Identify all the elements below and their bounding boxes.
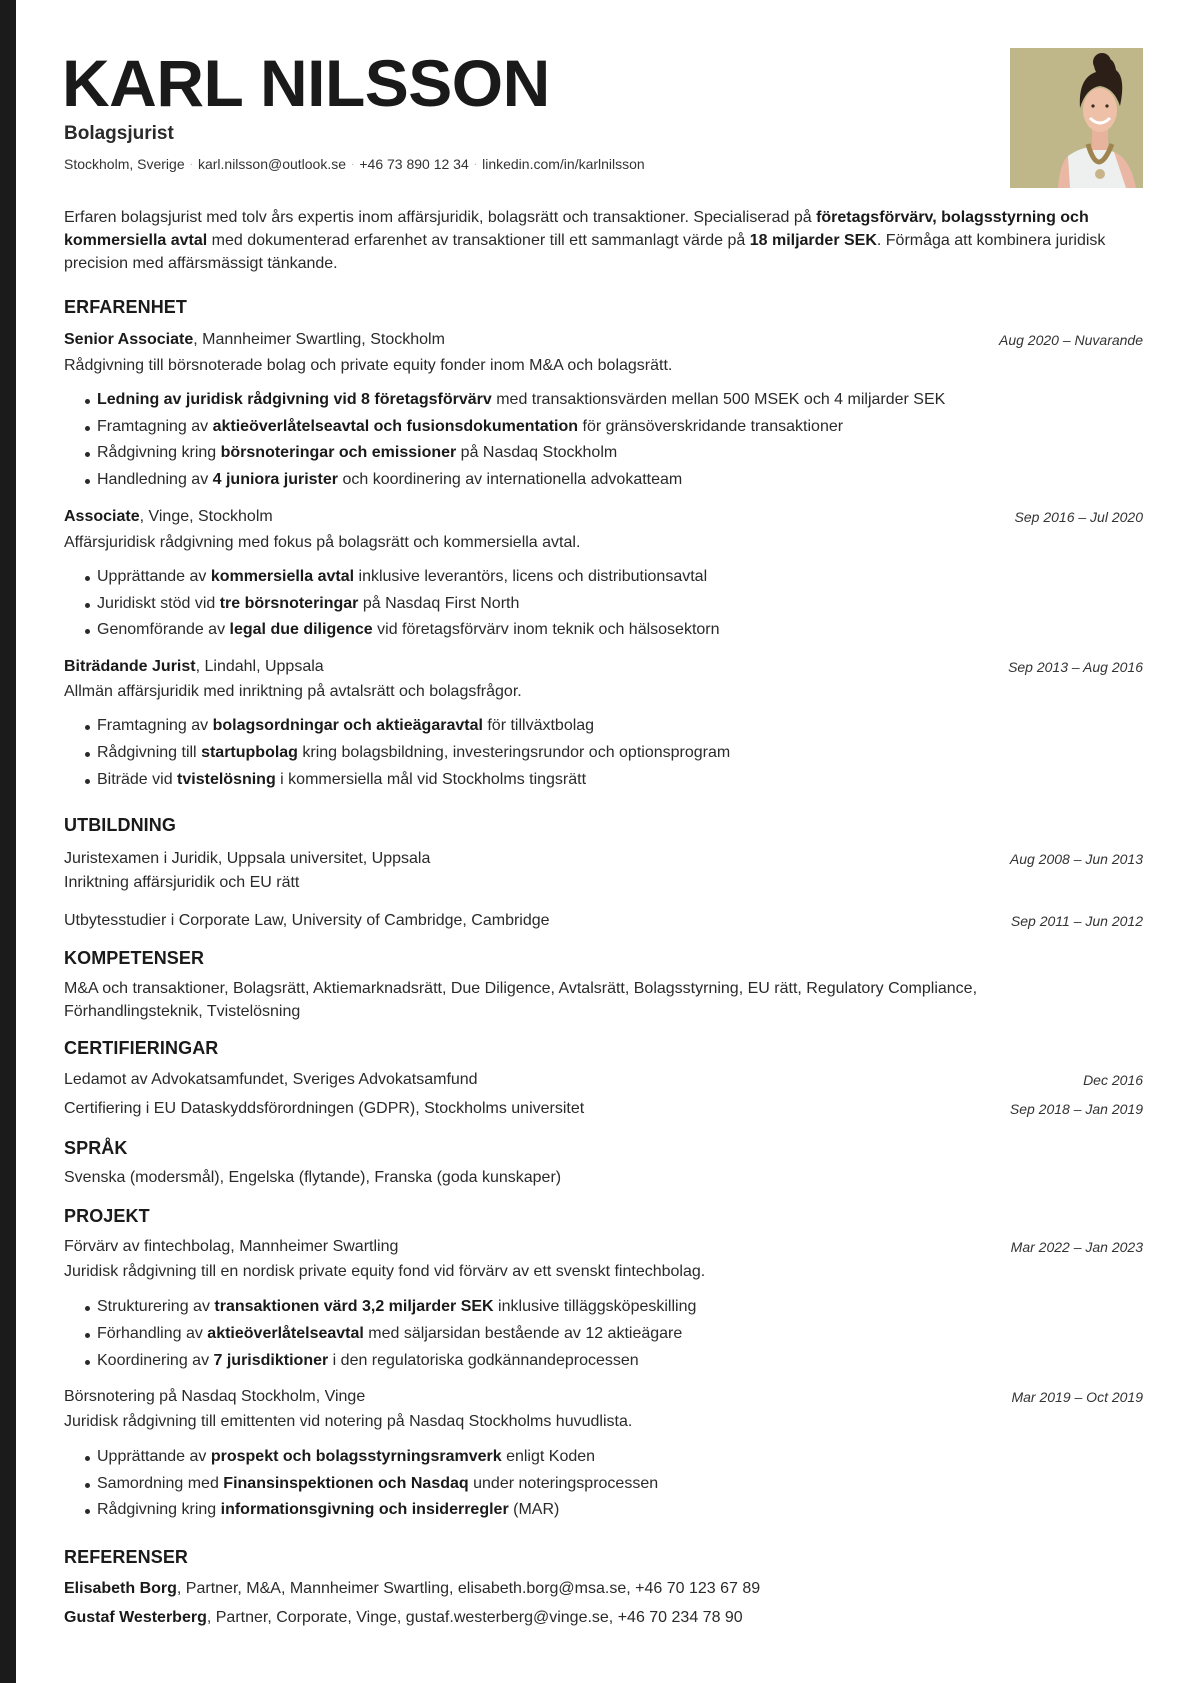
education-title: Juristexamen i Juridik, Uppsala universitet, Uppsala — [64, 850, 431, 867]
job-date: Sep 2013 – Aug 2016 — [1008, 659, 1143, 675]
summary-highlight: företagsförvärv, bolagsstyrning och kommersiella avtal — [64, 209, 1089, 249]
profile-photo — [1010, 48, 1143, 188]
project-date: Mar 2022 – Jan 2023 — [1010, 1239, 1143, 1255]
section-heading-education: UTBILDNING — [64, 815, 176, 835]
contact-location: Stockholm, Sverige — [64, 156, 185, 172]
professional-summary: Erfaren bolagsjurist med tolv års expertis inom affärsjuridik, bolagsrätt och transaktioner. Specialiserad på företagsförvärv, bolagsstyrning och kommersiella avtal med dokumenterad erfarenhet av transaktioner till ett sammanlagt värde på 18 miljarder SEK. Förmåga att kombinera juridisk precision med affärsmässigt tänkande. — [64, 209, 1106, 272]
skills-list: M&A och transaktioner, Bolagsrätt, Aktiemarknadsrätt, Due Diligence, Avtalsrätt, Bolagsstyrning, EU rätt, Regulatory Compliance, Förhandlingsteknik, Tvistelösning — [64, 980, 978, 1020]
list-item: Koordinering av 7 jurisdiktioner i den regulatoriska godkännandeprocessen — [97, 1352, 639, 1369]
certification-entry — [64, 1071, 1143, 1089]
section-heading-certifications: CERTIFIERINGAR — [64, 1038, 219, 1058]
experience-entry-header — [64, 658, 1143, 676]
list-item: Rådgivning kring börsnoteringar och emissioner på Nasdaq Stockholm — [97, 444, 618, 461]
list-item: Framtagning av bolagsordningar och aktieägaravtal för tillväxtbolag — [97, 717, 595, 734]
job-org: , Vinge, Stockholm — [139, 508, 273, 525]
list-item: Genomförande av legal due diligence vid företagsförvärv inom teknik och hälsosektorn — [97, 621, 720, 638]
reference-entry — [64, 1580, 1143, 1598]
education-description: Inriktning affärsjuridik och EU rätt — [64, 874, 300, 891]
project-entry-header — [64, 1238, 1143, 1256]
project-date: Mar 2019 – Oct 2019 — [1011, 1389, 1143, 1405]
certification-title: Ledamot av Advokatsamfundet, Sveriges Advokatsamfund — [64, 1071, 478, 1088]
list-item: Framtagning av aktieöverlåtelseavtal och fusionsdokumentation för gränsöverskridande transaktioner — [97, 418, 844, 435]
experience-entry-header — [64, 331, 1143, 349]
section-heading-experience: ERFARENHET — [64, 297, 188, 317]
job-description: Affärsjuridisk rådgivning med fokus på bolagsrätt och kommersiella avtal. — [64, 534, 581, 551]
job-org: , Lindahl, Uppsala — [195, 658, 324, 675]
project-title: Förvärv av fintechbolag, Mannheimer Swartling — [64, 1238, 399, 1255]
separator-dot: · — [351, 159, 355, 170]
certification-date: Sep 2018 – Jan 2019 — [1009, 1101, 1143, 1117]
job-role: Senior Associate — [64, 331, 194, 348]
certification-date: Dec 2016 — [1083, 1072, 1143, 1088]
candidate-name: KARL NILSSON — [62, 46, 550, 120]
languages-list: Svenska (modersmål), Engelska (flytande), Franska (goda kunskaper) — [64, 1169, 562, 1186]
project-title: Börsnotering på Nasdaq Stockholm, Vinge — [64, 1388, 366, 1405]
list-item: Handledning av 4 juniora jurister och koordinering av internationella advokatteam — [97, 471, 683, 488]
left-accent-bar — [0, 0, 16, 1683]
job-date: Aug 2020 – Nuvarande — [999, 332, 1143, 348]
education-title: Utbytesstudier i Corporate Law, University of Cambridge, Cambridge — [64, 912, 550, 929]
list-item: Rådgivning till startupbolag kring bolagsbildning, investeringsrundor och optionsprogram — [97, 744, 731, 761]
education-date: Sep 2011 – Jun 2012 — [1010, 913, 1143, 929]
education-entry — [64, 912, 1143, 930]
list-item: Förhandling av aktieöverlåtelseavtal med säljarsidan bestående av 12 aktieägare — [97, 1325, 683, 1342]
separator-dot: · — [473, 159, 478, 170]
list-item: Upprättande av prospekt och bolagsstyrningsramverk enligt Koden — [97, 1448, 596, 1465]
list-item: Strukturering av transaktionen värd 3,2 miljarder SEK inklusive tilläggsköpeskilling — [97, 1298, 697, 1315]
project-entry-header — [64, 1388, 1143, 1406]
contact-email[interactable]: karl.nilsson@outlook.se — [197, 156, 347, 172]
section-heading-references: REFERENSER — [64, 1547, 189, 1567]
project-description: Juridisk rådgivning till en nordisk private equity fond vid förvärv av ett svenskt fintechbolag. — [64, 1263, 706, 1280]
list-item: Rådgivning kring informationsgivning och insiderregler (MAR) — [97, 1501, 560, 1518]
section-heading-languages: SPRÅK — [64, 1138, 128, 1158]
separator-dot: · — [189, 159, 193, 170]
resume-header — [64, 0, 1143, 190]
job-date: Sep 2016 – Jul 2020 — [1014, 509, 1143, 525]
job-role: Associate — [64, 508, 140, 525]
job-title: Bolagsjurist — [64, 123, 174, 144]
contact-linkedin[interactable]: linkedin.com/in/karlnilsson — [482, 156, 645, 172]
experience-entry-header — [64, 508, 1143, 526]
portrait-illustration — [1010, 48, 1143, 188]
list-item: Biträde vid tvistelösning i kommersiella mål vid Stockholms tingsrätt — [97, 771, 587, 788]
job-description: Rådgivning till börsnoterade bolag och private equity fonder inom M&A och bolagsrätt. — [64, 357, 673, 374]
reference-details: , Partner, Corporate, Vinge, gustaf.westerberg@vinge.se, +46 70 234 78 90 — [206, 1609, 743, 1626]
contact-phone[interactable]: +46 73 890 12 34 — [359, 156, 469, 172]
education-entry — [64, 850, 1143, 868]
job-description: Allmän affärsjuridik med inriktning på avtalsrätt och bolagsfrågor. — [64, 683, 522, 700]
section-heading-projects: PROJEKT — [64, 1206, 150, 1226]
list-item: Ledning av juridisk rådgivning vid 8 företagsförvärv med transaktionsvärden mellan 500 MSEK och 4 miljarder SEK — [97, 391, 946, 408]
section-heading-skills: KOMPETENSER — [64, 948, 205, 968]
project-description: Juridisk rådgivning till emittenten vid notering på Nasdaq Stockholms huvudlista. — [64, 1413, 633, 1430]
job-role: Biträdande Jurist — [64, 658, 196, 675]
education-date: Aug 2008 – Jun 2013 — [1009, 851, 1143, 867]
certification-title: Certifiering i EU Dataskyddsförordningen (GDPR), Stockholms universitet — [64, 1100, 585, 1117]
reference-name: Gustaf Westerberg — [64, 1609, 207, 1626]
reference-details: , Partner, M&A, Mannheimer Swartling, elisabeth.borg@msa.se, +46 70 123 67 89 — [176, 1580, 761, 1597]
certification-entry — [64, 1100, 1143, 1118]
summary-highlight: 18 miljarder SEK — [749, 232, 877, 249]
list-item: Upprättande av kommersiella avtal inklusive leverantörs, licens och distributionsavtal — [97, 568, 708, 585]
reference-name: Elisabeth Borg — [64, 1580, 177, 1597]
contact-line — [64, 156, 645, 172]
list-item: Samordning med Finansinspektionen och Nasdaq under noteringsprocessen — [97, 1475, 659, 1492]
job-org: , Mannheimer Swartling, Stockholm — [193, 331, 445, 348]
reference-entry — [64, 1609, 1143, 1627]
list-item: Juridiskt stöd vid tre börsnoteringar på Nasdaq First North — [97, 595, 520, 612]
resume-page — [62, 0, 1143, 1626]
